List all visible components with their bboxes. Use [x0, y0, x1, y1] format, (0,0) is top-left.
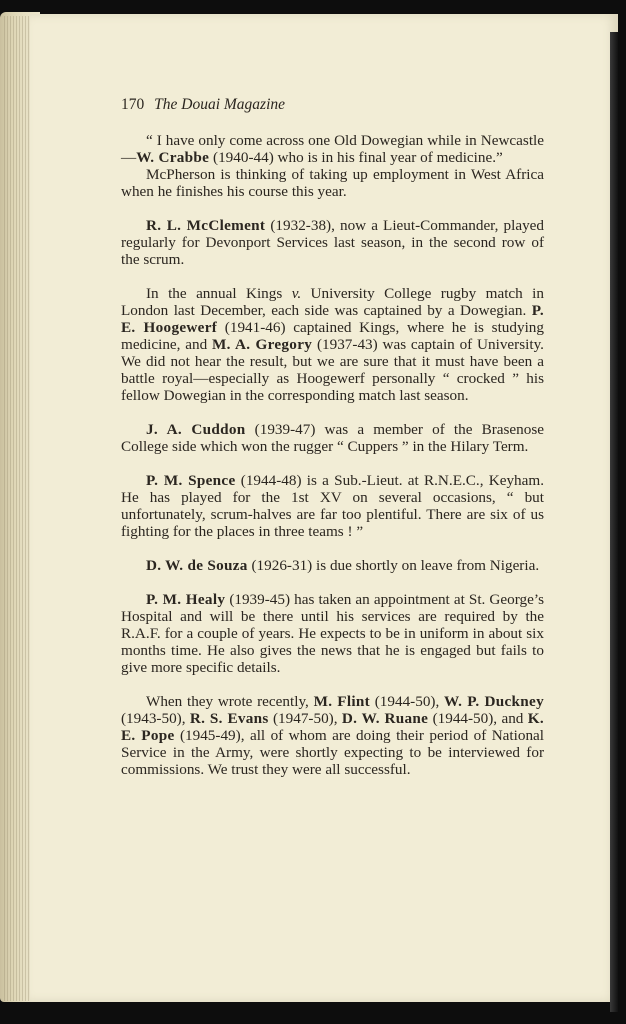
person-name: D. W. Ruane	[341, 710, 429, 727]
paragraph-spacer	[121, 676, 544, 693]
paragraph-text: (1943-50),	[121, 710, 190, 727]
paragraph-mcpherson	[121, 166, 544, 200]
person-name: P. M. Spence	[146, 472, 236, 489]
person-name: W. Crabbe	[136, 149, 210, 166]
person-name: M. Flint	[313, 693, 371, 710]
paragraph-national-service	[121, 693, 544, 778]
magazine-title: The Douai Magazine	[154, 96, 286, 113]
paragraph-spacer	[121, 455, 544, 472]
paragraph-text: (1945-49), all of whom are doing their period of National Service in the Army, were shortly expecting to be interviewed for commissions. We trust they were all successful.	[121, 727, 544, 778]
paragraph-de-souza	[121, 557, 544, 574]
binding-shadow	[610, 32, 618, 1012]
paragraph-text: McPherson is thinking of taking up employment in West Africa when he finishes his course this year.	[121, 166, 544, 200]
paragraph-text: (1932-38), now a Lieut-Commander, played regularly for Devonport Services last season, in the second row of the scrum.	[121, 217, 545, 268]
italic-text: v.	[291, 285, 302, 302]
person-name: K. E. Pope	[121, 710, 544, 744]
paragraph-text: In the annual Kings	[146, 285, 292, 302]
page-content	[121, 96, 544, 778]
running-header	[121, 96, 544, 113]
paragraph-spacer	[121, 540, 544, 557]
paragraph-text: (1944-50), and	[428, 710, 528, 727]
person-name: M. A. Gregory	[212, 336, 313, 353]
paragraph-kings-university	[121, 285, 544, 404]
paragraph-text: (1941-46) captained Kings, where he is studying medicine, and	[121, 319, 544, 353]
person-name: J. A. Cuddon	[146, 421, 246, 438]
paragraph-cuddon	[121, 421, 544, 455]
paragraph-spacer	[121, 574, 544, 591]
paragraph-spacer	[121, 268, 544, 285]
paragraph-healy	[121, 591, 544, 676]
paragraph-text: When they wrote recently,	[146, 693, 314, 710]
person-name: R. S. Evans	[189, 710, 269, 727]
person-name: D. W. de Souza	[146, 557, 248, 574]
paragraph-text: (1939-47) was a member of the Brasenose College side which won the rugger “ Cuppers ” in the Hilary Term.	[121, 421, 544, 455]
person-name: P. M. Healy	[146, 591, 226, 608]
paragraph-crabbe-quote	[121, 132, 544, 166]
paragraph-spence	[121, 472, 544, 540]
person-name: P. E. Hoogewerf	[121, 302, 544, 336]
paragraph-mcclement	[121, 217, 544, 268]
paragraph-spacer	[121, 200, 544, 217]
paragraph-text: University College rugby match in London last December, each side was captained by a Dowegian.	[121, 285, 544, 319]
paragraph-text: (1939-45) has taken an appointment at St. George’s Hospital and will be there until his services are required by the R.A.F. for a couple of years. He expects to be in uniform in about six months time. He also gives the news that he is engaged but fails to give more specific details.	[121, 591, 544, 676]
person-name: R. L. McClement	[146, 217, 266, 234]
paragraph-text: (1926-31) is due shortly on leave from Nigeria.	[247, 557, 540, 574]
paragraph-text: (1940-44) who is in his final year of medicine.”	[209, 149, 503, 166]
paragraph-spacer	[121, 404, 544, 421]
paragraph-text: (1947-50),	[268, 710, 342, 727]
person-name: W. P. Duckney	[444, 693, 544, 710]
paragraph-text: (1937-43) was captain of University. We did not hear the result, but we are sure that it must have been a battle royal—especially as Hoogewerf personally “ crocked ” his fellow Dowegian in the corresponding match last season.	[121, 336, 544, 404]
page-number: 170	[121, 96, 145, 113]
article-body	[121, 132, 544, 778]
paragraph-text: “ I have only come across one Old Dowegian while in Newcastle—	[121, 132, 544, 166]
paragraph-text: (1944-48) is a Sub.-Lieut. at R.N.E.C., Keyham. He has played for the 1st XV on several occasions, “ but unfortunately, scrum-halves are far too plentiful. There are six of us fighting for the places in three teams ! ”	[121, 472, 545, 540]
paragraph-text: (1944-50),	[370, 693, 444, 710]
